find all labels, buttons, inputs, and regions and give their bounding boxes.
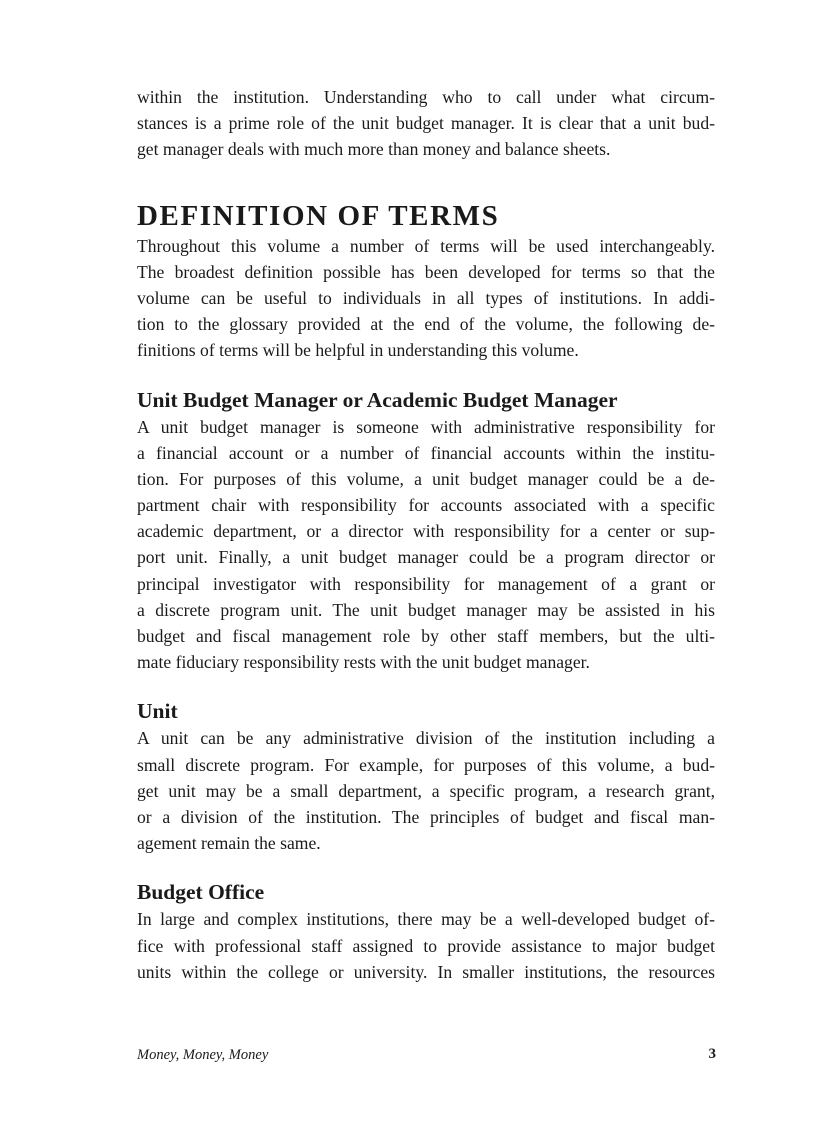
term-paragraph-budget-office xyxy=(137,906,715,985)
term-heading-unit: Unit xyxy=(137,699,178,724)
term-heading-unit-budget-manager: Unit Budget Manager or Academic Budget Manager xyxy=(137,387,618,412)
text-line: The broadest definition possible has been developed for terms so that the xyxy=(137,261,715,282)
text-line: units within the college or university. In smaller institutions, the resources xyxy=(137,961,715,982)
text-line: within the institution. Understanding who to call under what circum- xyxy=(137,87,715,107)
section-paragraph xyxy=(137,233,715,364)
text-line: small discrete program. For example, for purposes of this volume, a bud- xyxy=(137,754,715,775)
text-line: mate fiduciary responsibility rests with the unit budget manager. xyxy=(137,652,590,673)
text-line: a discrete program unit. The unit budget manager may be assisted in his xyxy=(137,599,715,620)
text-line: fice with professional staff assigned to provide assistance to major budget xyxy=(137,935,715,956)
section-title: DEFINITION OF TERMS xyxy=(137,199,500,232)
page-body xyxy=(137,84,715,985)
text-line: Throughout this volume a number of terms will be used interchangeably. xyxy=(137,235,715,256)
text-line: or a division of the institution. The principles of budget and fiscal man- xyxy=(137,806,715,827)
text-line: tion. For purposes of this volume, a unit budget manager could be a de- xyxy=(137,468,715,489)
text-line: port unit. Finally, a unit budget manager could be a program director or xyxy=(137,547,715,568)
running-footer-title: Money, Money, Money xyxy=(137,1047,269,1063)
text-line: A unit budget manager is someone with administrative responsibility for xyxy=(137,416,715,437)
text-line: academic department, or a director with responsibility for a center or sup- xyxy=(137,521,715,542)
text-line: budget and fiscal management role by other staff members, but the ulti- xyxy=(137,626,715,646)
term-paragraph-unit-budget-manager xyxy=(137,414,715,676)
text-line: agement remain the same. xyxy=(137,833,321,854)
text-line: get manager deals with much more than money and balance sheets. xyxy=(137,139,611,160)
text-line: partment chair with responsibility for accounts associated with a specific xyxy=(137,495,715,516)
text-line: finitions of terms will be helpful in understanding this volume. xyxy=(137,340,579,361)
text-line: a financial account or a number of financial accounts within the institu- xyxy=(137,442,715,463)
term-paragraph-unit xyxy=(137,725,715,856)
text-line: tion to the glossary provided at the end of the volume, the following de- xyxy=(137,314,715,335)
intro-paragraph xyxy=(137,84,715,163)
text-line: get unit may be a small department, a specific program, a research grant, xyxy=(137,780,715,801)
text-line: In large and complex institutions, there may be a well-developed budget of- xyxy=(137,909,715,930)
text-line: stances is a prime role of the unit budget manager. It is clear that a unit bud- xyxy=(137,113,715,134)
text-line: A unit can be any administrative division of the institution including a xyxy=(137,728,715,749)
term-heading-budget-office: Budget Office xyxy=(137,880,265,905)
text-line: volume can be useful to individuals in all types of institutions. In addi- xyxy=(137,287,715,308)
page-number: 3 xyxy=(708,1046,716,1062)
text-line: principal investigator with responsibility for management of a grant or xyxy=(137,573,715,594)
